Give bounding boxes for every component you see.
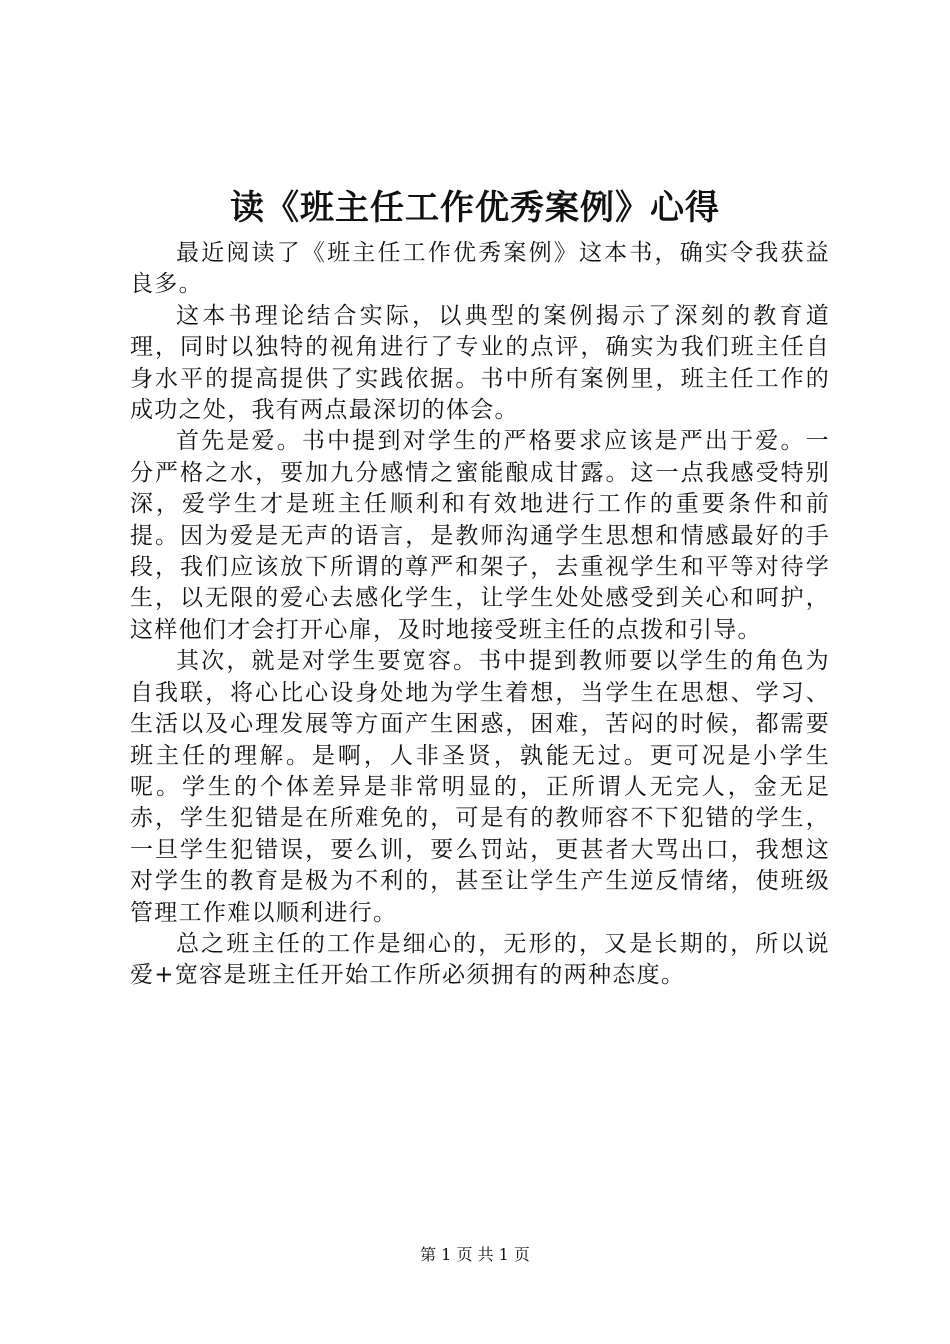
paragraph-2: 这本书理论结合实际，以典型的案例揭示了深刻的教育道理，同时以独特的视角进行了专业的点评，确实为我们班主任自身水平的提高提供了实践依据。书中所有案例里，班主任工作的成功之处，我有两点最深切的体会。 <box>130 302 830 424</box>
document-title: 读《班主任工作优秀案例》心得 <box>230 188 720 228</box>
paragraph-3: 首先是爱。书中提到对学生的严格要求应该是严出于爱。一分严格之水，要加九分感情之蜜能酿成甘露。这一点我感受特别深，爱学生才是班主任顺利和有效地进行工作的重要条件和前提。因为爱是无声的语言，是教师沟通学生思想和情感最好的手段，我们应该放下所谓的尊严和架子，去重视学生和平等对待学生，以无限的爱心去感化学生，让学生处处感受到关心和呵护，这样他们才会打开心扉，及时地接受班主任的点拨和引导。 <box>130 428 830 643</box>
page-footer: 第 1 页 共 1 页 <box>420 1245 530 1264</box>
document-body <box>130 238 830 992</box>
paragraph-5: 总之班主任的工作是细心的，无形的，又是长期的，所以说爱+宽容是班主任开始工作所必须拥有的两种态度。 <box>130 930 830 989</box>
paragraph-4: 其次，就是对学生要宽容。书中提到教师要以学生的角色为自我联，将心比心设身处地为学生着想，当学生在思想、学习、生活以及心理发展等方面产生困惑，困难，苦闷的时候，都需要班主任的理解。是啊，人非圣贤，孰能无过。更可况是小学生呢。学生的个体差异是非常明显的，正所谓人无完人，金无足赤，学生犯错是在所难免的，可是有的教师容不下犯错的学生，一旦学生犯错误，要么训，要么罚站，更甚者大骂出口，我想这对学生的教育是极为不利的，甚至让学生产生逆反情绪，使班级管理工作难以顺利进行。 <box>130 648 830 926</box>
paragraph-1: 最近阅读了《班主任工作优秀案例》这本书，确实令我获益良多。 <box>130 240 830 298</box>
